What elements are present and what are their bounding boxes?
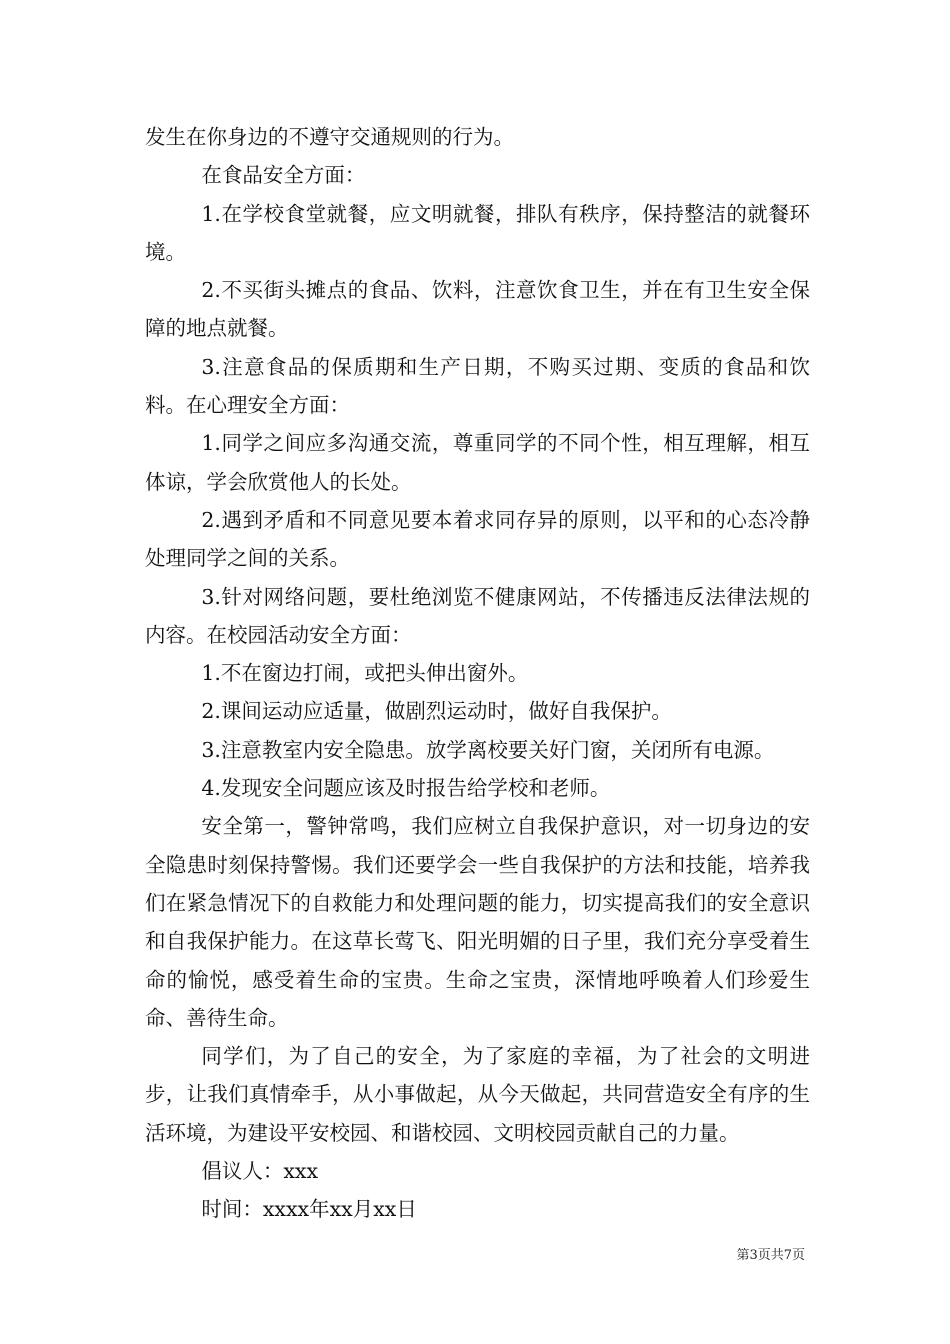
paragraph-3: 1.在学校食堂就餐，应文明就餐，排队有秩序，保持整洁的就餐环境。 — [145, 201, 810, 264]
page-number-footer: 第3页共7页 — [736, 1248, 805, 1263]
paragraph-7: 2.遇到矛盾和不同意见要本着求同存异的原则，以平和的心态冷静处理同学之间的关系。 — [145, 507, 810, 571]
document-body — [145, 118, 810, 1229]
paragraph-1: 发生在你身边的不遵守交通规则的行为。 — [145, 125, 514, 149]
paragraph-6: 1.同学之间应多沟通交流，尊重同学的不同个性，相互理解，相互体谅，学会欣赏他人的长处。 — [145, 431, 810, 494]
paragraph-9: 1.不在窗边打闹，或把头伸出窗外。 — [201, 661, 529, 686]
paragraph-13: 安全第一，警钟常鸣，我们应树立自我保护意识，对一切身边的安全隐患时刻保持警惕。我们还要学会一些自我保护的方法和技能，培养我们在紧急情况下的自救能力和处理问题的能力，切实提高我们的安全意识和自我保护能力。在这草长莺飞、阳光明媚的日子里，我们充分享受着生命的愉悦，感受着生命的宝贵。生命之宝贵，深情地呼唤着人们珍爱生命、善待生命。 — [145, 814, 810, 1030]
paragraph-2: 在食品安全方面： — [201, 163, 366, 188]
paragraph-5: 3.注意食品的保质期和生产日期，不购买过期、变质的食品和饮料。在心理安全方面： — [145, 354, 810, 418]
signature-date: 时间：xxxx年xx月xx日 — [201, 1197, 417, 1222]
paragraph-8: 3.针对网络问题，要杜绝浏览不健康网站，不传播违反法律法规的内容。在校园活动安全方面： — [145, 584, 810, 647]
paragraph-4: 2.不买街头摊点的食品、饮料，注意饮食卫生，并在有卫生安全保障的地点就餐。 — [145, 278, 810, 341]
paragraph-14: 同学们，为了自己的安全，为了家庭的幸福，为了社会的文明进步，让我们真情牵手，从小事做起，从今天做起，共同营造安全有序的生活环境，为建设平安校园、和谐校园、文明校园贡献自己的力量。 — [145, 1044, 810, 1145]
paragraph-11: 3.注意教室内安全隐患。放学离校要关好门窗，关闭所有电源。 — [201, 737, 775, 762]
paragraph-12: 4.发现安全问题应该及时报告给学校和老师。 — [201, 776, 611, 801]
paragraph-10: 2.课间运动应适量，做剧烈运动时，做好自我保护。 — [201, 699, 672, 724]
signature-initiator: 倡议人：xxx — [201, 1159, 319, 1184]
